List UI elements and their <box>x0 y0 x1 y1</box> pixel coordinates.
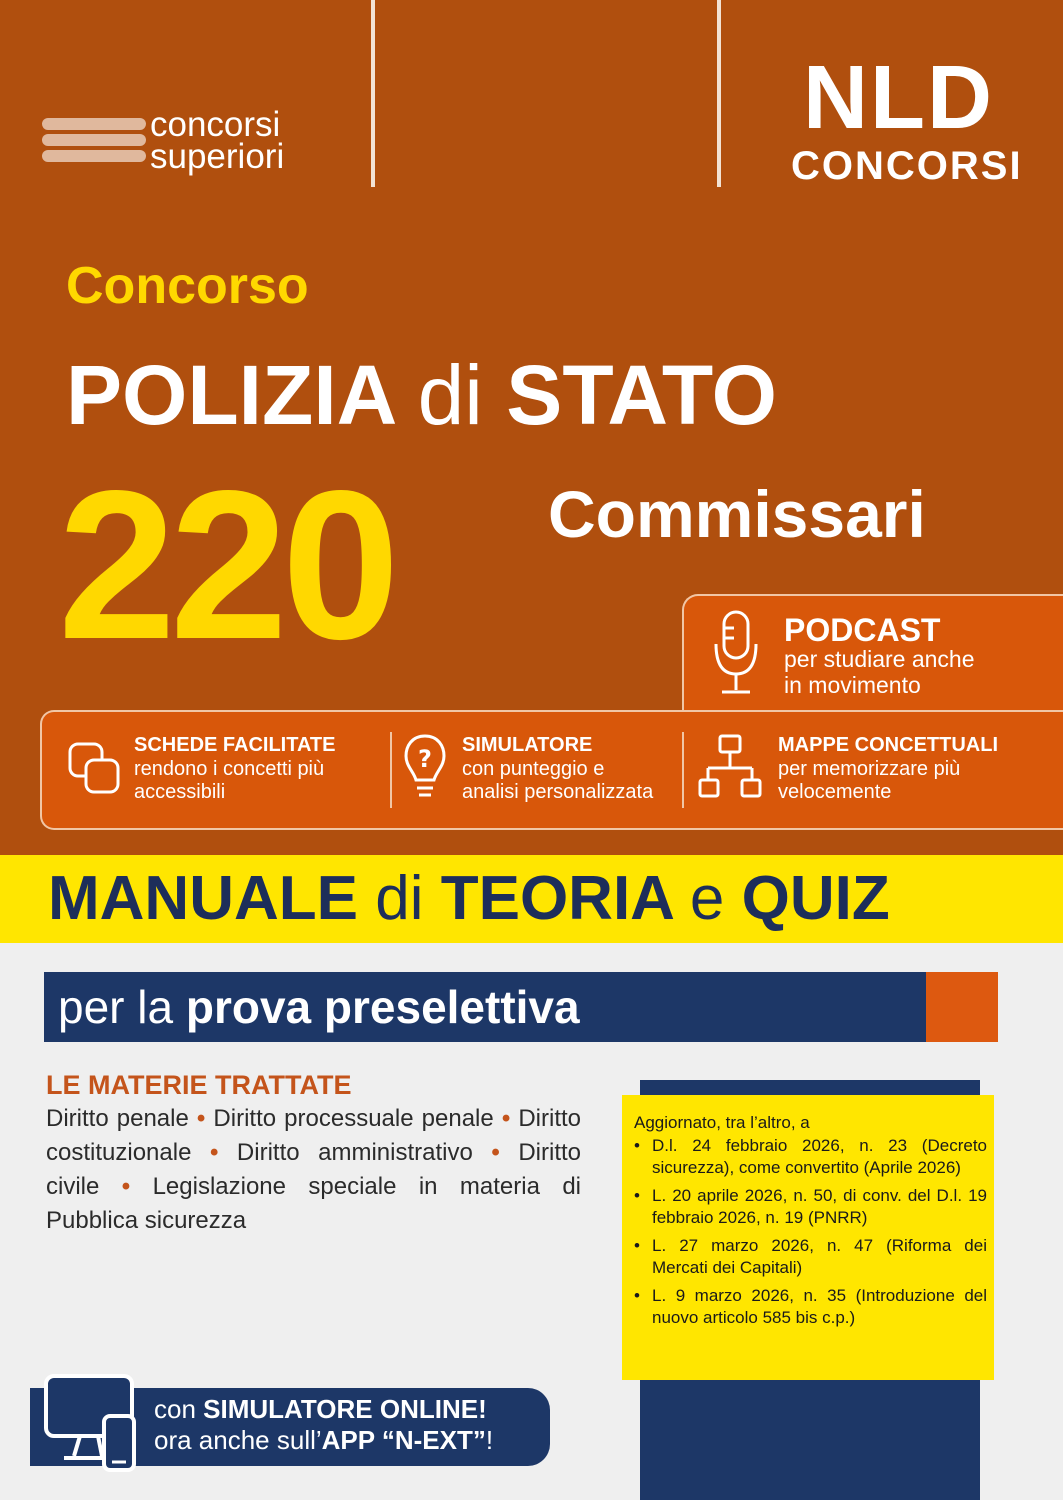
accent-square <box>926 972 998 1042</box>
lightbulb-question-icon <box>402 732 448 804</box>
title-polizia-di-stato: POLIZIA di STATO <box>66 348 777 442</box>
aggiornato-item: • D.l. 24 febbraio 2026, n. 23 (Decreto sicurezza), come convertito (Aprile 2026) <box>632 1135 987 1179</box>
simulatore-online-banner: con SIMULATORE ONLINE! ora anche sull’APP “N-EXT”! <box>30 1388 550 1466</box>
prova-band <box>44 972 954 1042</box>
commissari-label: Commissari <box>548 477 926 551</box>
nld-concorsi-logo: NLD CONCORSI <box>791 48 1023 188</box>
prova-title: per la prova preselettiva <box>58 981 580 1033</box>
features-box <box>40 710 1063 830</box>
aggiornato-item: • L. 9 marzo 2026, n. 35 (Introduzione del nuovo articolo 585 bis c.p.) <box>632 1285 987 1329</box>
divider-line <box>717 0 721 187</box>
materie-heading: LE MATERIE TRATTATE <box>46 1070 352 1100</box>
cards-icon <box>66 740 122 796</box>
feature-mappe: MAPPE CONCETTUALI per memorizzare più velocemente <box>684 712 1063 828</box>
concorso-label: Concorso <box>66 257 309 315</box>
microphone-icon <box>712 608 760 698</box>
feature-simulatore: ? SIMULATORE con punteggio e analisi personalizzata <box>392 712 682 828</box>
hierarchy-map-icon <box>698 732 762 804</box>
podcast-description: per studiare anche in movimento <box>784 646 975 698</box>
materie-list: Diritto penale • Diritto processuale penale • Diritto costituzionale • Diritto amministrativo • Diritto civile • Legislazione speciale in materia di Pubblica sicurezza <box>46 1105 582 1234</box>
svg-text:?: ? <box>418 745 432 773</box>
aggiornato-item: • L. 20 aprile 2026, n. 50, di conv. del D.l. 19 febbraio 2026, n. 19 (PNRR) <box>632 1185 987 1229</box>
feature-schede: SCHEDE FACILITATE rendono i concetti più accessibili <box>42 712 392 828</box>
podcast-box <box>682 594 1063 716</box>
computer-phone-icon <box>40 1372 140 1476</box>
podcast-title: PODCAST <box>784 612 941 648</box>
aggiornato-item: • L. 27 marzo 2026, n. 47 (Riforma dei Mercati dei Capitali) <box>632 1235 987 1279</box>
divider-line <box>371 0 375 187</box>
manual-title: MANUALE di TEORIA e QUIZ <box>48 864 890 933</box>
number-220: 220 <box>58 446 394 683</box>
aggiornato-box: Aggiornato, tra l’altro, a • D.l. 24 febbraio 2026, n. 23 (Decreto sicurezza), come convertito (Aprile 2026) • L. 20 aprile 2026, n. 50, di conv. del D.l. 19 febbraio 2026, n. 19 (PNRR) • L. 27 marzo 2026, n. 47 (Riforma dei Mercati dei Capitali) • L. 9 marzo 2026, n. 35 (Introduzione del nuovo articolo 585 bis c.p.) <box>622 1095 994 1380</box>
manual-title-band <box>0 855 1063 943</box>
